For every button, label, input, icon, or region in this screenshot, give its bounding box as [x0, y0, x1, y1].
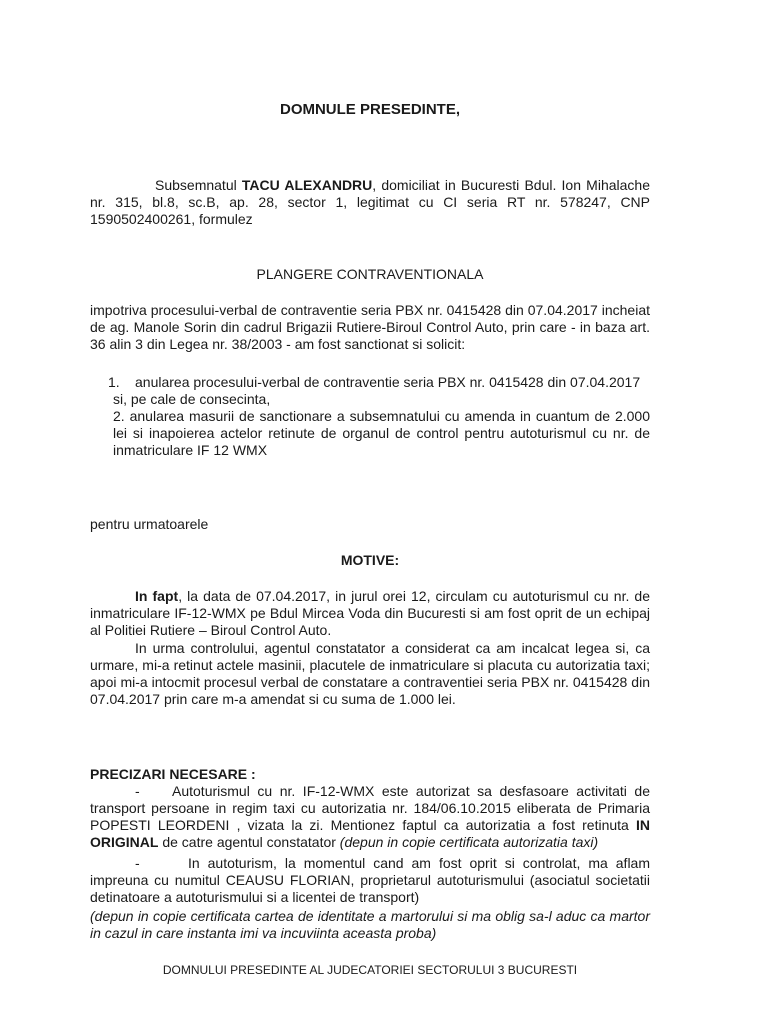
note-1-text: Autoturismul cu nr. IF-12-WMX este autorizat sa desfasoare activitati de transport persoane in regim taxi cu autorizatia nr. 184/06.10.2015 eliberata de Primaria POPESTI LEORDENI , vizata la zi. Mentionez faptul ca autorizatia a fost retinuta	[90, 783, 650, 833]
facts-text-2: In urma controlului, agentul constatator a considerat ca am incalcat legea si, ca urmare, mi-a retinut actele masinii, placutele de inmatriculare si placuta cu autorizatia taxi; apoi mi-a intocmit procesul verbal de constatare a contraventiei seria PBX nr. 0415428 din 07.04.2017 prin care m-a amendat si cu suma de 1.000 lei.	[90, 640, 650, 707]
facts-lead: In fapt	[135, 588, 179, 604]
request-item-1	[90, 374, 650, 391]
for-following-text: pentru urmatoarele	[90, 516, 209, 532]
note-1-dash: -	[135, 783, 140, 799]
intro-text-a: Subsemnatul	[155, 177, 242, 193]
note-2-text: In autoturism, la momentul cand am fost oprit si controlat, ma aflam impreuna cu numitul CEAUSU FLORIAN, proprietarul autoturismului (asociatul societatii detinatoare a autoturismului si a licentei de transport)	[90, 855, 650, 905]
consequence-text: si, pe cale de consecinta,	[113, 391, 271, 407]
facts-text-1: , la data de 07.04.2017, in jurul orei 12, circulam cu autoturismul cu nr. de inmatriculare IF-12-WMX pe Bdul Mircea Voda din Bucuresti si am fost oprit de un echipaj al Politiei Rutiere – Biroul Control Auto.	[90, 588, 650, 638]
request-item-2: 2. anularea masurii de sanctionare a subsemnatului cu amenda in cuantum de 2.000 lei si inapoierea actelor retinute de organul de control pentru autoturismul cu nr. de inmatriculare IF 12 WMX	[113, 408, 650, 458]
note-1-text-2: de catre agentul constatator	[158, 834, 340, 850]
note-2-dash: -	[135, 855, 140, 871]
intro-text-b: , domiciliat in Bucuresti Bdul. Ion Mihalache nr. 315, bl.8, sc.B, ap. 28, sector 1, legitimat cu CI seria RT nr. 578247, CNP 1590502400261, formulez	[90, 177, 650, 227]
facts-paragraph-2	[90, 640, 650, 708]
against-paragraph: impotriva procesului-verbal de contraventie seria PBX nr. 0415428 din 07.04.2017 incheiat de ag. Manole Sorin din cadrul Brigazii Rutiere-Biroul Control Auto, prin care - in baza art. 36 alin 3 din Legea nr. 38/2003 - am fost sanctionat si solicit:	[90, 302, 650, 352]
facts-paragraph-1	[90, 588, 650, 639]
request-item-1-text: anularea procesului-verbal de contraventie seria PBX nr. 0415428 din 07.04.2017	[135, 374, 641, 390]
petitioner-name: TACU ALEXANDRU	[241, 177, 373, 193]
footer-addressee: DOMNULUI PRESEDINTE AL JUDECATORIEI SECTORULUI 3 BUCURESTI	[162, 963, 578, 977]
note-1-emphasis: IN ORIGINAL	[90, 817, 650, 850]
note-3-attachment: (depun in copie certificata cartea de identitate a martorului si ma oblig sa-l aduc ca martor in cazul in care instanta imi va incuviinta aceasta proba)	[90, 908, 650, 941]
notes-heading: PRECIZARI NECESARE :	[90, 766, 256, 782]
request-item-1-number: 1.	[108, 374, 120, 390]
document-subtitle: PLANGERE CONTRAVENTIONALA	[256, 266, 484, 282]
note-2	[90, 855, 650, 906]
requests-list	[90, 374, 650, 459]
note-1	[90, 783, 650, 851]
intro-paragraph	[90, 177, 650, 228]
page-title: DOMNULE PRESEDINTE,	[279, 101, 460, 118]
note-1-attachment: (depun in copie certificata autorizatia taxi)	[339, 834, 599, 850]
motives-heading: MOTIVE:	[340, 552, 400, 568]
